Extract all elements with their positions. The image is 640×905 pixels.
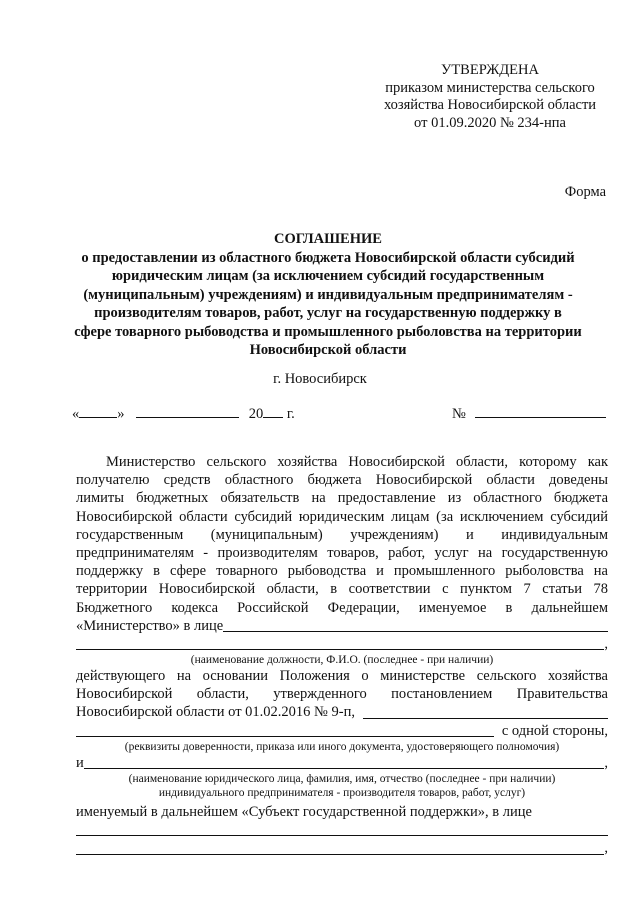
document-title: [62, 230, 594, 360]
date-close-quote: »: [117, 406, 125, 422]
entity-blank[interactable]: [84, 755, 605, 769]
paragraph-line: Новосибирской области субсидий юридическим лицам (за исключением субсидий: [76, 508, 608, 525]
paragraph-line: лимиты бюджетных обязательств на предоставление из областного бюджета: [76, 490, 608, 507]
year-blank[interactable]: [263, 404, 283, 418]
subject-representative-blank-2[interactable]: [76, 841, 604, 855]
position-blank-line: [76, 635, 608, 653]
decree-text: Новосибирской области от 01.02.2016 № 9-п,: [76, 704, 355, 721]
title-line: (муниципальным) учреждениям) и индивидуальным предпринимателям -: [83, 286, 573, 303]
number-label: №: [452, 406, 466, 422]
ministry-representative-line: [76, 617, 608, 635]
date-line: [72, 404, 295, 423]
paragraph-line: действующего на основании Положения о министерстве сельского хозяйства: [76, 668, 608, 685]
paragraph-line: предпринимателям - производителям товаров, работ, услуг на государственную: [76, 544, 608, 561]
comma: ,: [604, 754, 608, 771]
approval-line: от 01.09.2020 № 234-нпа: [414, 114, 566, 131]
number-blank[interactable]: [475, 404, 606, 418]
decree-blank[interactable]: [363, 705, 608, 719]
approval-line: хозяйства Новосибирской области: [383, 97, 597, 113]
form-label: Форма: [564, 184, 606, 200]
ministry-in-person-label: «Министерство» в лице: [76, 617, 224, 634]
comma: ,: [604, 840, 608, 857]
caption-entity: индивидуального предпринимателя - производителя товаров, работ, услуг): [158, 787, 526, 799]
entity-line: [76, 754, 608, 772]
paragraph-line: территории Новосибирской области, в соответствии с пунктом 7 статьи 78: [76, 581, 608, 598]
title-heading: СОГЛАШЕНИЕ: [274, 231, 382, 247]
subject-representative-line-2: [76, 839, 608, 857]
position-blank[interactable]: [76, 636, 604, 650]
subject-line: именуемый в дальнейшем «Субъект государственной поддержки», в лице: [76, 804, 532, 820]
title-line: сфере товарного рыбоводства и промышленного рыболовства на территории: [74, 323, 582, 340]
city-label: г. Новосибирск: [273, 371, 367, 387]
year-prefix: 20: [248, 406, 264, 422]
subject-representative-line: [76, 821, 608, 839]
approval-stamp: [370, 62, 610, 132]
date-open-quote: «: [72, 406, 80, 422]
title-line: юридическим лицам (за исключением субсидий государственным: [111, 268, 545, 284]
paragraph-line: Министерство сельского хозяйства Новосибирской области, которому как: [106, 454, 608, 470]
approval-line: УТВЕРЖДЕНА: [441, 62, 539, 78]
year-suffix: г.: [283, 406, 295, 422]
and-label: и: [76, 754, 84, 771]
paragraph-line: Новосибирской области, утвержденного постановлением Правительства: [76, 686, 608, 703]
number-line: [452, 404, 606, 423]
caption-position: (наименование должности, Ф.И.О. (последнее - при наличии): [190, 654, 494, 667]
decree-line: [76, 703, 608, 721]
one-side-line: [76, 722, 608, 740]
paragraph-line: Бюджетного кодекса Российской Федерации, именуемое в дальнейшем: [76, 599, 608, 616]
agreement-body: [76, 453, 608, 858]
title-line: производителям товаров, работ, услуг на государственную поддержку в: [94, 305, 562, 321]
day-blank[interactable]: [79, 404, 117, 418]
one-side-text: с одной стороны,: [501, 722, 608, 739]
paragraph-line: поддержку в сфере товарного рыбоводства и промышленного рыболовства на: [76, 563, 608, 580]
caption-power-of-attorney: (реквизиты доверенности, приказа или иного документа, удостоверяющего полномочия): [124, 740, 560, 753]
title-line: Новосибирской области: [249, 342, 407, 358]
ministry-representative-blank[interactable]: [223, 618, 608, 632]
comma: ,: [604, 635, 608, 652]
title-line: о предоставлении из областного бюджета Новосибирской области субсидий: [81, 249, 575, 266]
power-of-attorney-blank[interactable]: [76, 723, 494, 737]
month-blank[interactable]: [136, 404, 239, 418]
paragraph-line: государственным (муниципальным) учреждениям) и индивидуальным: [76, 526, 608, 543]
paragraph-line: получателю средств областного бюджета Новосибирской области доведены: [76, 472, 608, 489]
caption-entity: (наименование юридического лица, фамилия, имя, отчество (последнее - при наличии): [128, 773, 556, 785]
approval-line: приказом министерства сельского: [385, 79, 595, 96]
subject-representative-blank[interactable]: [76, 822, 608, 836]
